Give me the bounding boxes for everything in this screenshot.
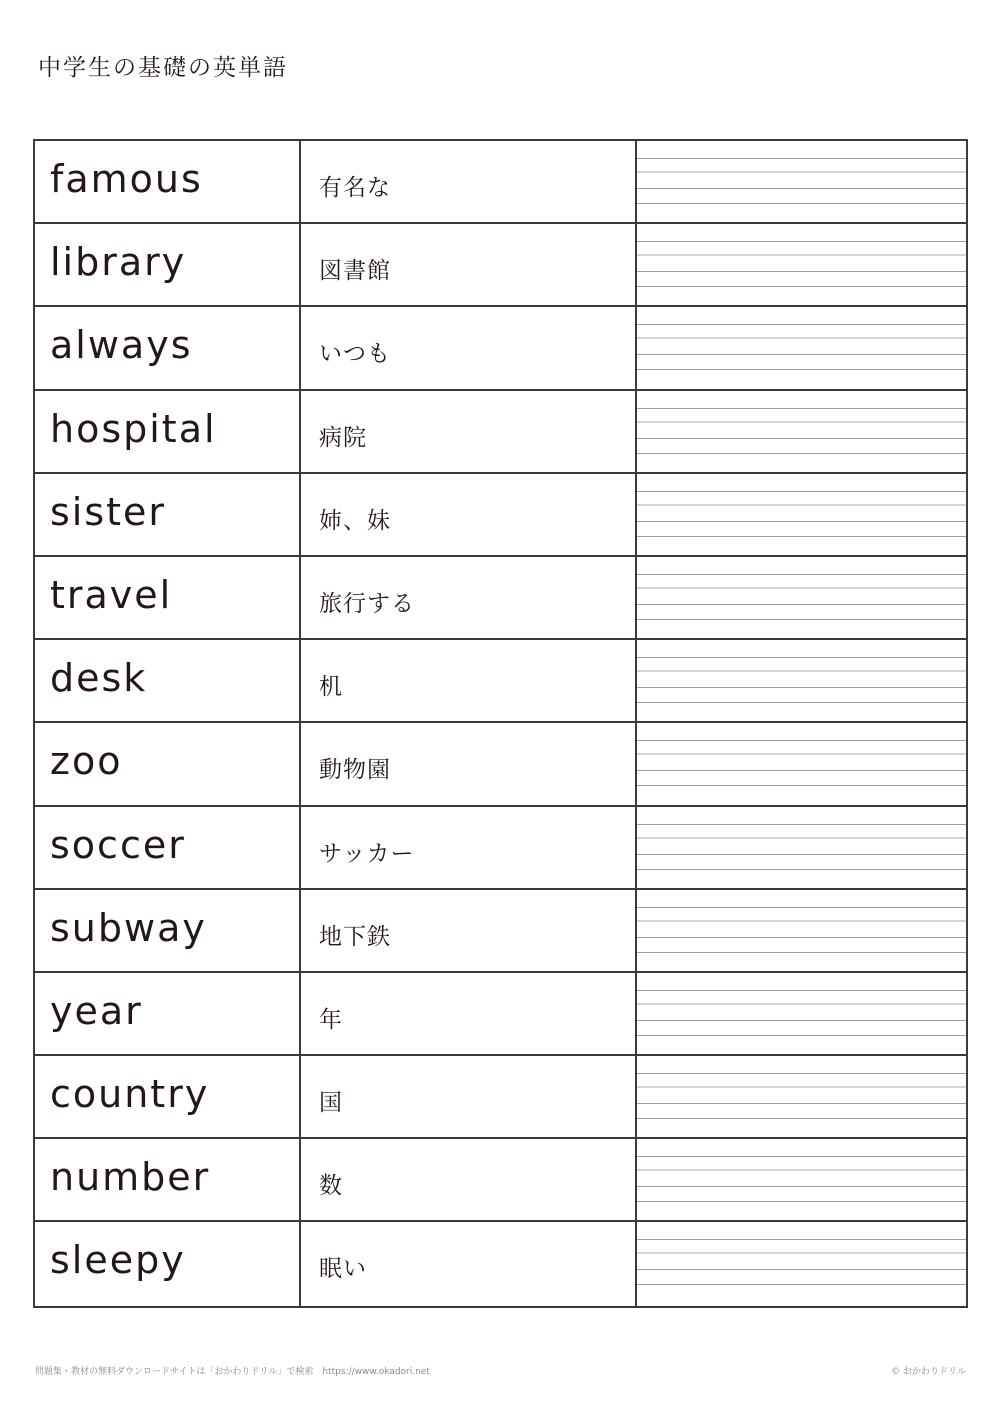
table-row <box>35 973 966 1056</box>
english-word: country <box>50 1072 210 1117</box>
english-word: hospital <box>50 406 217 451</box>
japanese-meaning: 年 <box>319 1006 343 1033</box>
english-word-cell <box>35 890 301 971</box>
english-word: library <box>50 240 187 285</box>
practice-writing-area <box>637 1056 966 1137</box>
english-word: zoo <box>50 739 123 784</box>
japanese-meaning-cell <box>301 723 637 804</box>
japanese-meaning-cell <box>301 474 637 555</box>
english-word-cell <box>35 640 301 721</box>
vocabulary-table <box>33 139 968 1308</box>
english-word: sister <box>50 489 167 534</box>
practice-writing-area <box>637 807 966 888</box>
japanese-meaning-cell <box>301 807 637 888</box>
practice-writing-area <box>637 557 966 638</box>
japanese-meaning: 動物園 <box>319 757 391 784</box>
english-word-cell <box>35 391 301 472</box>
english-word-cell <box>35 807 301 888</box>
japanese-meaning: 図書館 <box>319 258 391 285</box>
japanese-meaning: サッカー <box>319 840 415 867</box>
english-word-cell <box>35 1056 301 1137</box>
japanese-meaning-cell <box>301 1139 637 1220</box>
practice-writing-area <box>637 640 966 721</box>
practice-writing-area <box>637 307 966 388</box>
practice-writing-area <box>637 391 966 472</box>
table-row <box>35 557 966 640</box>
english-word: sleepy <box>50 1238 186 1283</box>
japanese-meaning: 有名な <box>319 175 391 201</box>
table-row <box>35 890 966 973</box>
japanese-meaning: 地下鉄 <box>319 923 391 950</box>
table-row <box>35 474 966 557</box>
practice-writing-area <box>637 973 966 1054</box>
japanese-meaning-cell <box>301 391 637 472</box>
english-word-cell <box>35 723 301 804</box>
japanese-meaning: 眠い <box>319 1256 367 1283</box>
english-word-cell <box>35 474 301 555</box>
japanese-meaning-cell <box>301 557 637 638</box>
japanese-meaning-cell <box>301 1056 637 1137</box>
english-word-cell <box>35 973 301 1054</box>
table-row <box>35 640 966 723</box>
japanese-meaning: 病院 <box>319 424 367 451</box>
japanese-meaning-cell <box>301 973 637 1054</box>
practice-writing-area <box>637 141 966 222</box>
practice-writing-area <box>637 723 966 804</box>
table-row <box>35 1139 966 1222</box>
english-word-cell <box>35 307 301 388</box>
english-word-cell <box>35 557 301 638</box>
english-word-cell <box>35 1139 301 1220</box>
japanese-meaning-cell <box>301 224 637 305</box>
english-word-cell <box>35 1222 301 1305</box>
table-row <box>35 1222 966 1305</box>
english-word: famous <box>50 157 203 201</box>
japanese-meaning: 国 <box>319 1090 343 1117</box>
japanese-meaning-cell <box>301 890 637 971</box>
english-word: soccer <box>50 822 186 867</box>
table-row <box>35 307 966 390</box>
table-row <box>35 807 966 890</box>
page-title: 中学生の基礎の英単語 <box>38 55 288 81</box>
footer-site-notice: 問題集・教材の無料ダウンロードサイトは「おかわりドリル」で検索 https://www.okadori.net <box>35 1367 430 1377</box>
practice-writing-area <box>637 1222 966 1305</box>
japanese-meaning-cell <box>301 640 637 721</box>
table-row <box>35 141 966 224</box>
table-row <box>35 1056 966 1139</box>
table-row <box>35 391 966 474</box>
japanese-meaning-cell <box>301 141 637 222</box>
english-word: year <box>50 988 143 1033</box>
table-row <box>35 723 966 806</box>
practice-writing-area <box>637 224 966 305</box>
japanese-meaning-cell <box>301 1222 637 1305</box>
japanese-meaning-cell <box>301 307 637 388</box>
practice-writing-area <box>637 1139 966 1220</box>
japanese-meaning: 旅行する <box>319 590 415 617</box>
english-word: number <box>50 1155 211 1200</box>
english-word-cell <box>35 141 301 222</box>
practice-writing-area <box>637 474 966 555</box>
english-word: desk <box>50 656 148 701</box>
footer-copyright: © おかわりドリル <box>891 1367 966 1377</box>
practice-writing-area <box>637 890 966 971</box>
japanese-meaning: 姉、妹 <box>319 507 391 534</box>
english-word-cell <box>35 224 301 305</box>
japanese-meaning: 机 <box>319 674 343 701</box>
english-word: always <box>50 323 193 368</box>
english-word: subway <box>50 905 207 950</box>
japanese-meaning: 数 <box>319 1173 343 1200</box>
table-row <box>35 224 966 307</box>
japanese-meaning: いつも <box>319 341 391 368</box>
english-word: travel <box>50 572 173 617</box>
